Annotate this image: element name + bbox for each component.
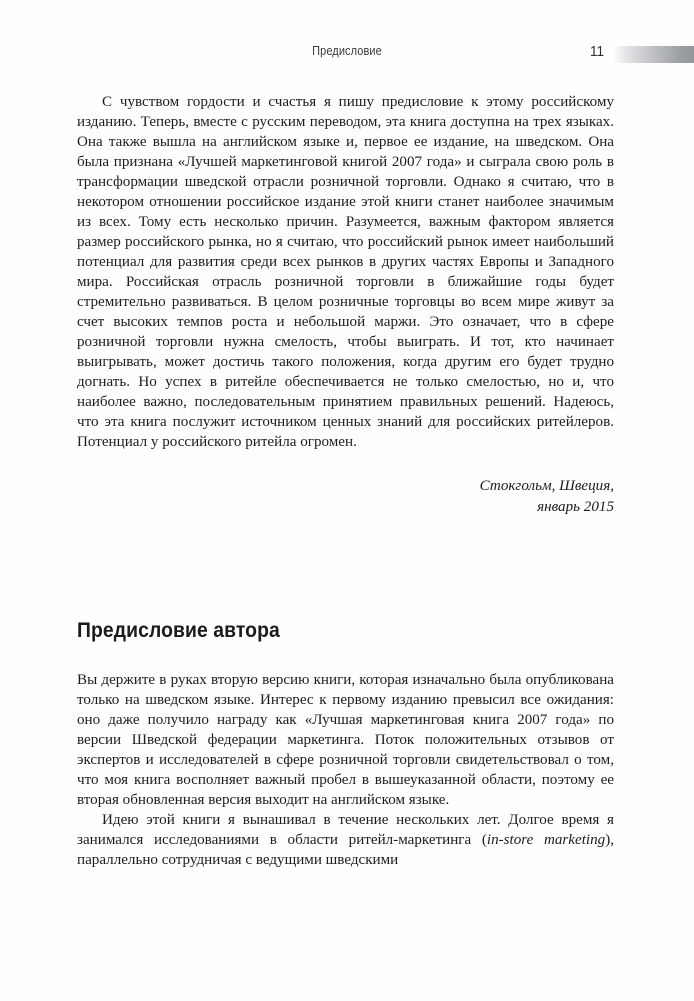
paragraph-authors-foreword-1: Вы держите в руках вторую версию книги, которая изначально была опубликована только на шведском языке. Интерес к первому изданию превысил все ожидания: оно даже получило награду как «Лучшая маркетинговая книга 2007 года» по версии Шведской федерации маркетинга. Поток положительных отзывов от экспертов и исследователей в сфере розничной торговли свидетельствовал о том, что моя книга восполняет важный пробел в вышеуказанной области, поэтому ее вторая обновленная версия выходит на английском языке. — [77, 672, 614, 808]
signature-place: Стокгольм, Швеция, — [479, 478, 614, 494]
paragraph-authors-foreword-2 — [77, 810, 614, 870]
signature-date: январь 2015 — [537, 498, 614, 515]
header-gradient-rule — [612, 46, 694, 63]
page-number: 11 — [589, 43, 604, 60]
paragraph-2-trailing-text: ), параллельно сотрудничая с ведущими шведскими — [77, 832, 614, 868]
page-header — [0, 44, 694, 64]
spacer — [77, 643, 614, 670]
paragraph-foreword-intro: С чувством гордости и счастья я пишу предисловие к этому российскому изданию. Теперь, вместе с русским переводом, эта книга доступна на трех языках. Она также вышла на английском языке и, первое ее издание, на шведском. Она была признана «Лучшей маркетинговой книгой 2007 года» и сыграла свою роль в трансформации шведской отрасли розничной торговли. Однако я считаю, что в некотором отношении российское издание этой книги станет наиболее значимым из всех. Тому есть несколько причин. Разумеется, важным фактором является размер российского рынка, но я считаю, что российский рынок имеет наибольший потенциал для развития среди всех рынков в других частях Европы и Западного мира. Российская отрасль розничной торговли в ближайшие годы будет стремительно развиваться. В целом розничные торговцы во всем мире живут за счет высоких темпов роста и небольшой маржи. Это означает, что в сфере розничной торговли нужна смелость, чтобы выиграть. И тот, кто начинает выигрывать, может достичь такого положения, когда другим его будет трудно догнать. Но успех в ритейле обеспечивается не только смелостью, но и, что наиболее важно, последовательным принятием правильных решений. Надеюсь, что эта книга послужит источником ценных знаний для российских ритейлеров. Потенциал у российского ритейла огромен. — [77, 94, 614, 450]
text-column — [77, 92, 614, 870]
italic-term-in-store-marketing: in-store marketing — [486, 832, 606, 848]
spacer — [77, 517, 614, 618]
page-title: Предисловие автора — [77, 618, 280, 642]
signature-block — [77, 476, 614, 517]
running-head: Предисловие — [312, 44, 382, 58]
paragraph-2-lead-text: Идею этой книги я вынашивал в течение нескольких лет. Долгое время я занимался исследованиями в области ритейл-маркетинга ( — [77, 812, 614, 848]
